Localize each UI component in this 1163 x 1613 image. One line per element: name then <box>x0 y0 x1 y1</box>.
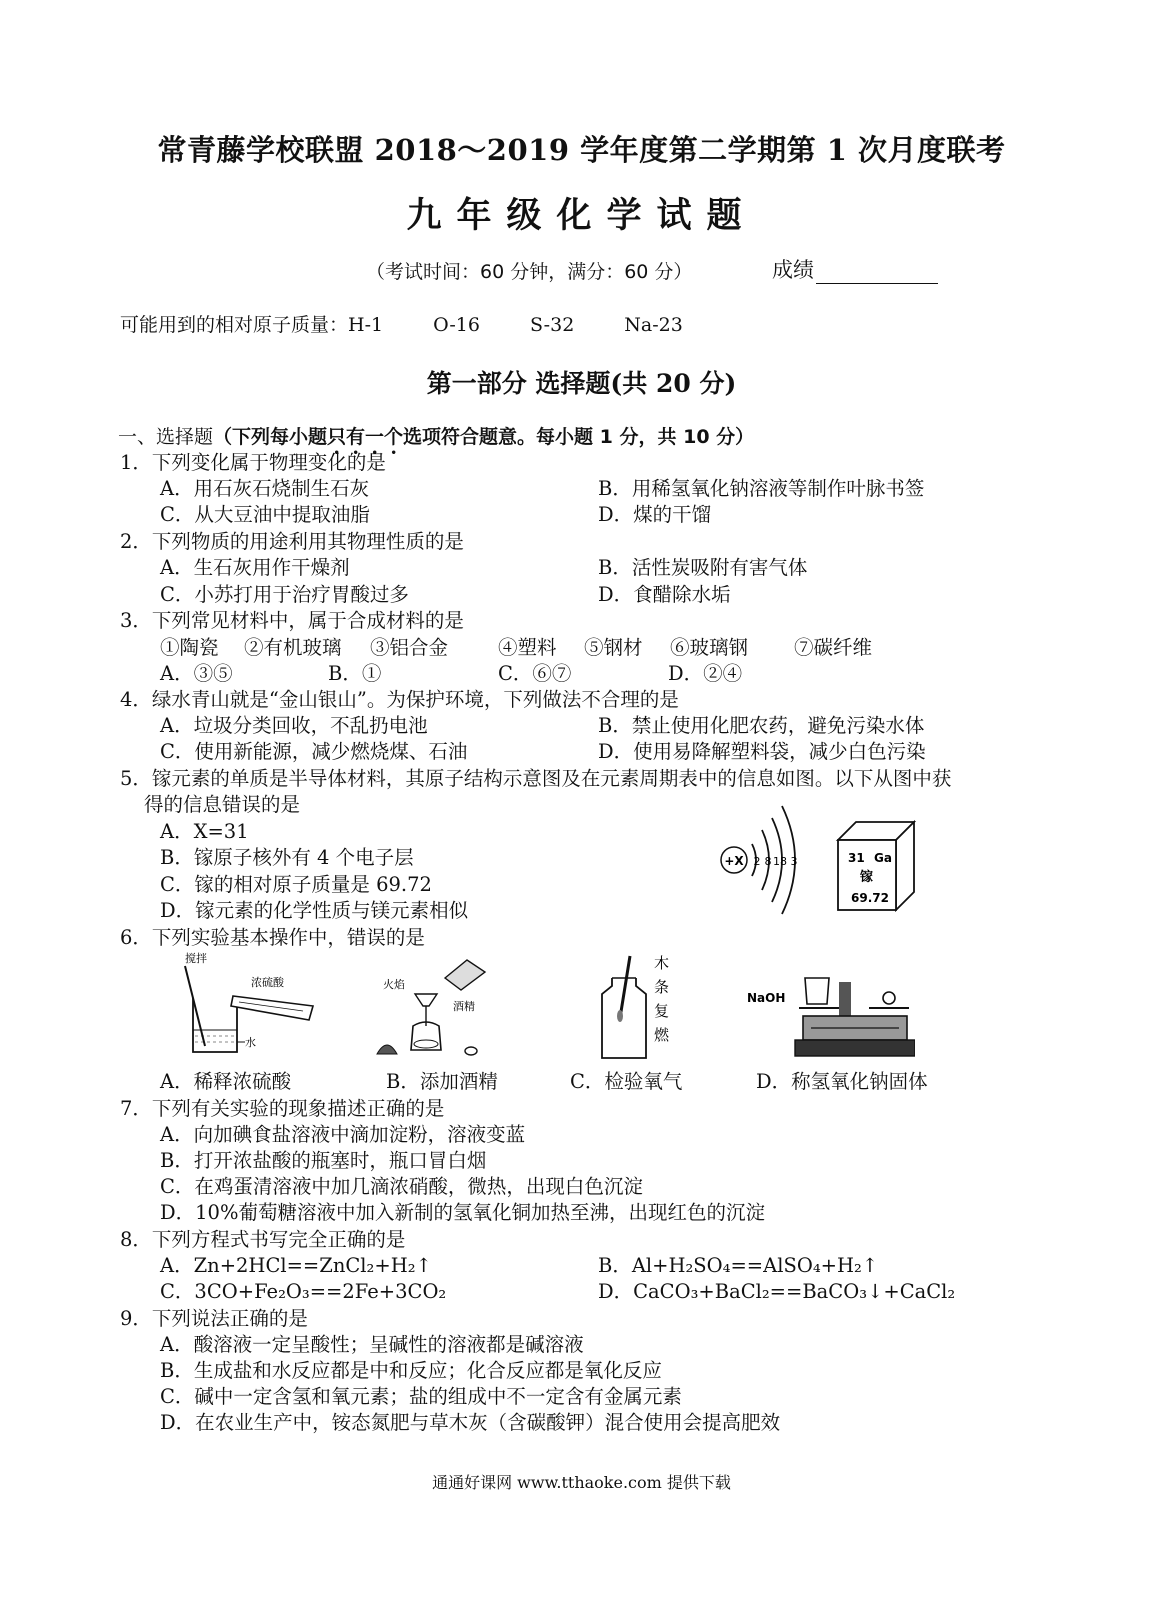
option: D．在农业生产中，铵态氮肥与草木灰（含碳酸钾）混合使用会提高肥效 <box>160 1411 781 1434</box>
footer-credit: 通通好课网 www.tthaoke.com 提供下载 <box>432 1473 731 1492</box>
question-stem: 5．镓元素的单质是半导体材料，其原子结构示意图及在元素周期表中的信息如图。以下从图中获 <box>120 767 952 790</box>
alcohol-label: 酒精 <box>453 1000 475 1013</box>
option: B．生成盐和水反应都是中和反应；化合反应都是氧化反应 <box>160 1359 662 1382</box>
option: C．碱中一定含氢和氧元素；盐的组成中不一定含有金属元素 <box>160 1385 682 1408</box>
option: C．3CO+Fe₂O₃==2Fe+3CO₂ <box>160 1280 447 1303</box>
option: C．在鸡蛋清溶液中加几滴浓硝酸，微热，出现白色沉淀 <box>160 1175 643 1198</box>
dilute-acid-figure <box>175 948 325 1060</box>
question-stem: 6．下列实验基本操作中，错误的是 <box>120 926 425 949</box>
option: B．禁止使用化肥农药，避免污染水体 <box>598 714 925 737</box>
option: B．镓原子核外有 4 个电子层 <box>160 846 414 869</box>
score-label: 成绩 <box>772 258 814 282</box>
gallium-element-card <box>834 818 918 914</box>
material-item: ①陶瓷 <box>160 636 219 659</box>
stick-label-4: 燃 <box>654 1026 670 1044</box>
score-blank <box>816 261 938 284</box>
option: C．小苏打用于治疗胃酸过多 <box>160 583 409 606</box>
water-label: 水 <box>245 1036 256 1049</box>
option: D．煤的干馏 <box>598 503 712 526</box>
atomic-number: 31 <box>848 851 865 865</box>
option: D．称氢氧化钠固体 <box>756 1070 928 1093</box>
subject-title: 九年级化学试题 <box>406 195 757 236</box>
option: D．镓元素的化学性质与镁元素相似 <box>160 899 469 922</box>
shell-electrons: 18 <box>773 855 787 868</box>
material-item: ⑤钢材 <box>584 636 643 659</box>
atomic-mass: H-1 <box>348 314 384 336</box>
option: C．从大豆油中提取油脂 <box>160 503 370 526</box>
question-stem: 8．下列方程式书写完全正确的是 <box>120 1228 406 1251</box>
option: B．用稀氢氧化钠溶液等制作叶脉书签 <box>598 477 925 500</box>
atomic-mass: Na-23 <box>624 314 683 336</box>
question-stem: 1．下列变化属于物理变化的是 <box>120 451 386 474</box>
test-oxygen-figure <box>590 950 690 1062</box>
stir-label: 搅拌 <box>185 952 207 965</box>
exam-info: （考试时间：60 分钟，满分：60 分） <box>366 261 693 283</box>
question-stem: 4．绿水青山就是“金山银山”。为保护环境，下列做法不合理的是 <box>120 688 679 711</box>
option: A．Zn+2HCl==ZnCl₂+H₂↑ <box>160 1254 432 1277</box>
option: A．酸溶液一定呈酸性；呈碱性的溶液都是碱溶液 <box>160 1333 584 1356</box>
option: B．① <box>328 662 382 685</box>
question-stem: 2．下列物质的用途利用其物理性质的是 <box>120 530 464 553</box>
weigh-naoh-figure <box>745 968 915 1062</box>
option: B．打开浓盐酸的瓶塞时，瓶口冒白烟 <box>160 1149 487 1172</box>
score-field <box>772 254 938 284</box>
instruction-emph: 只有一个 <box>327 426 404 448</box>
option: B．活性炭吸附有害气体 <box>598 556 808 579</box>
material-item: ⑥玻璃钢 <box>670 636 749 659</box>
option: D．使用易降解塑料袋，减少白色污染 <box>598 740 926 763</box>
instruction-post: 选项符合题意。每小题 1 分，共 10 分） <box>403 426 755 448</box>
instruction-pre: （下列每小题 <box>213 426 328 448</box>
atomic-label: 可能用到的相对原子质量： <box>120 314 349 336</box>
gallium-atom-diagram <box>716 800 816 925</box>
option: A．X=31 <box>160 820 249 843</box>
section-label: 一、选择题 <box>118 426 214 448</box>
option: B．添加酒精 <box>386 1070 498 1093</box>
element-symbol: Ga <box>874 851 892 865</box>
atomic-mass: O-16 <box>433 314 480 336</box>
option: C．⑥⑦ <box>498 662 572 685</box>
option: B．Al+H₂SO₄==AlSO₄+H₂↑ <box>598 1254 879 1277</box>
question-stem: 7．下列有关实验的现象描述正确的是 <box>120 1097 445 1120</box>
option: C．镓的相对原子质量是 69.72 <box>160 873 432 896</box>
material-item: ⑦碳纤维 <box>794 636 873 659</box>
acid-label: 浓硫酸 <box>251 976 284 989</box>
material-item: ②有机玻璃 <box>244 636 342 659</box>
material-item: ④塑料 <box>498 636 557 659</box>
atomic-masses <box>120 310 733 337</box>
stick-label-2: 条 <box>654 978 670 996</box>
option: A．生石灰用作干燥剂 <box>160 556 350 579</box>
shell-electrons: 2 <box>753 855 761 868</box>
part-title: 第一部分 选择题(共 20 分) <box>426 369 737 398</box>
option: A．向加碘食盐溶液中滴加淀粉，溶液变蓝 <box>160 1123 526 1146</box>
atomic-mass: S-32 <box>529 314 575 336</box>
option: C．使用新能源，减少燃烧煤、石油 <box>160 740 468 763</box>
question-stem: 3．下列常见材料中，属于合成材料的是 <box>120 609 464 632</box>
option: A．垃圾分类回收，不乱扔电池 <box>160 714 428 737</box>
flame-label: 火焰 <box>383 978 405 991</box>
add-alcohol-figure <box>375 948 505 1060</box>
option: D．②④ <box>668 662 743 685</box>
option: D．CaCO₃+BaCl₂==BaCO₃↓+CaCl₂ <box>598 1280 956 1303</box>
material-item: ③铝合金 <box>370 636 449 659</box>
option: C．检验氧气 <box>570 1070 683 1093</box>
option: A．③⑤ <box>160 662 233 685</box>
option: D．10%葡萄糖溶液中加入新制的氢氧化铜加热至沸，出现红色的沉淀 <box>160 1201 765 1224</box>
naoh-label: NaOH <box>747 991 786 1005</box>
question-stem-continued: 得的信息错误的是 <box>144 793 301 816</box>
stick-label-3: 复 <box>654 1002 670 1020</box>
option: D．食醋除水垢 <box>598 583 731 606</box>
shell-electrons: 3 <box>790 855 798 868</box>
option: A．用石灰石烧制生石灰 <box>160 477 370 500</box>
shell-electrons: 8 <box>764 855 772 868</box>
nucleus-charge: +X <box>724 854 744 868</box>
question-stem: 9．下列说法正确的是 <box>120 1307 308 1330</box>
option: A．稀释浓硫酸 <box>160 1070 292 1093</box>
stick-label-1: 木 <box>654 954 670 972</box>
element-name: 镓 <box>860 870 874 885</box>
exam-title: 常青藤学校联盟 2018～2019 学年度第二学期第 1 次月度联考 <box>157 133 1006 167</box>
atomic-mass-value: 69.72 <box>851 891 889 905</box>
